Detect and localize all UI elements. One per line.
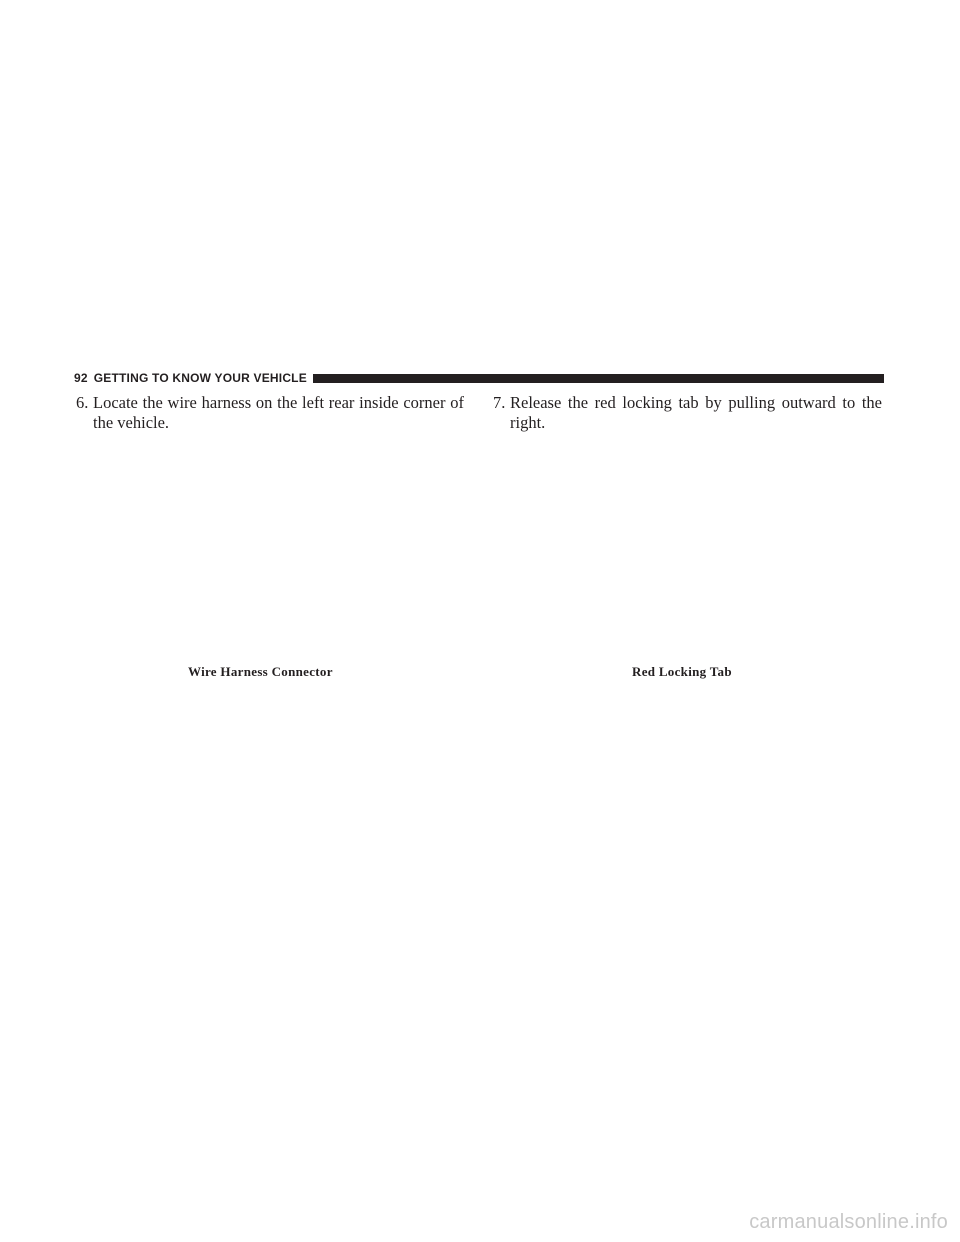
step-7 [493, 393, 882, 433]
step-number: 7. [493, 393, 506, 412]
step-6 [76, 393, 464, 433]
step-text: Release the red locking tab by pulling outward to the right. [510, 393, 882, 432]
step-number: 6. [76, 393, 89, 412]
figure-wire-harness [76, 440, 464, 655]
step-text: Locate the wire harness on the left rear inside corner of the vehicle. [93, 393, 464, 432]
figure-red-locking-tab [493, 440, 882, 655]
header-rule [313, 374, 884, 383]
watermark: carmanualsonline.info [749, 1211, 948, 1233]
page-number: 92 [74, 371, 88, 385]
figure-caption-red-locking-tab: Red Locking Tab [632, 664, 732, 679]
figure-caption-wire-harness: Wire Harness Connector [188, 664, 333, 679]
page-header [74, 370, 884, 386]
section-title: GETTING TO KNOW YOUR VEHICLE [93, 371, 307, 385]
